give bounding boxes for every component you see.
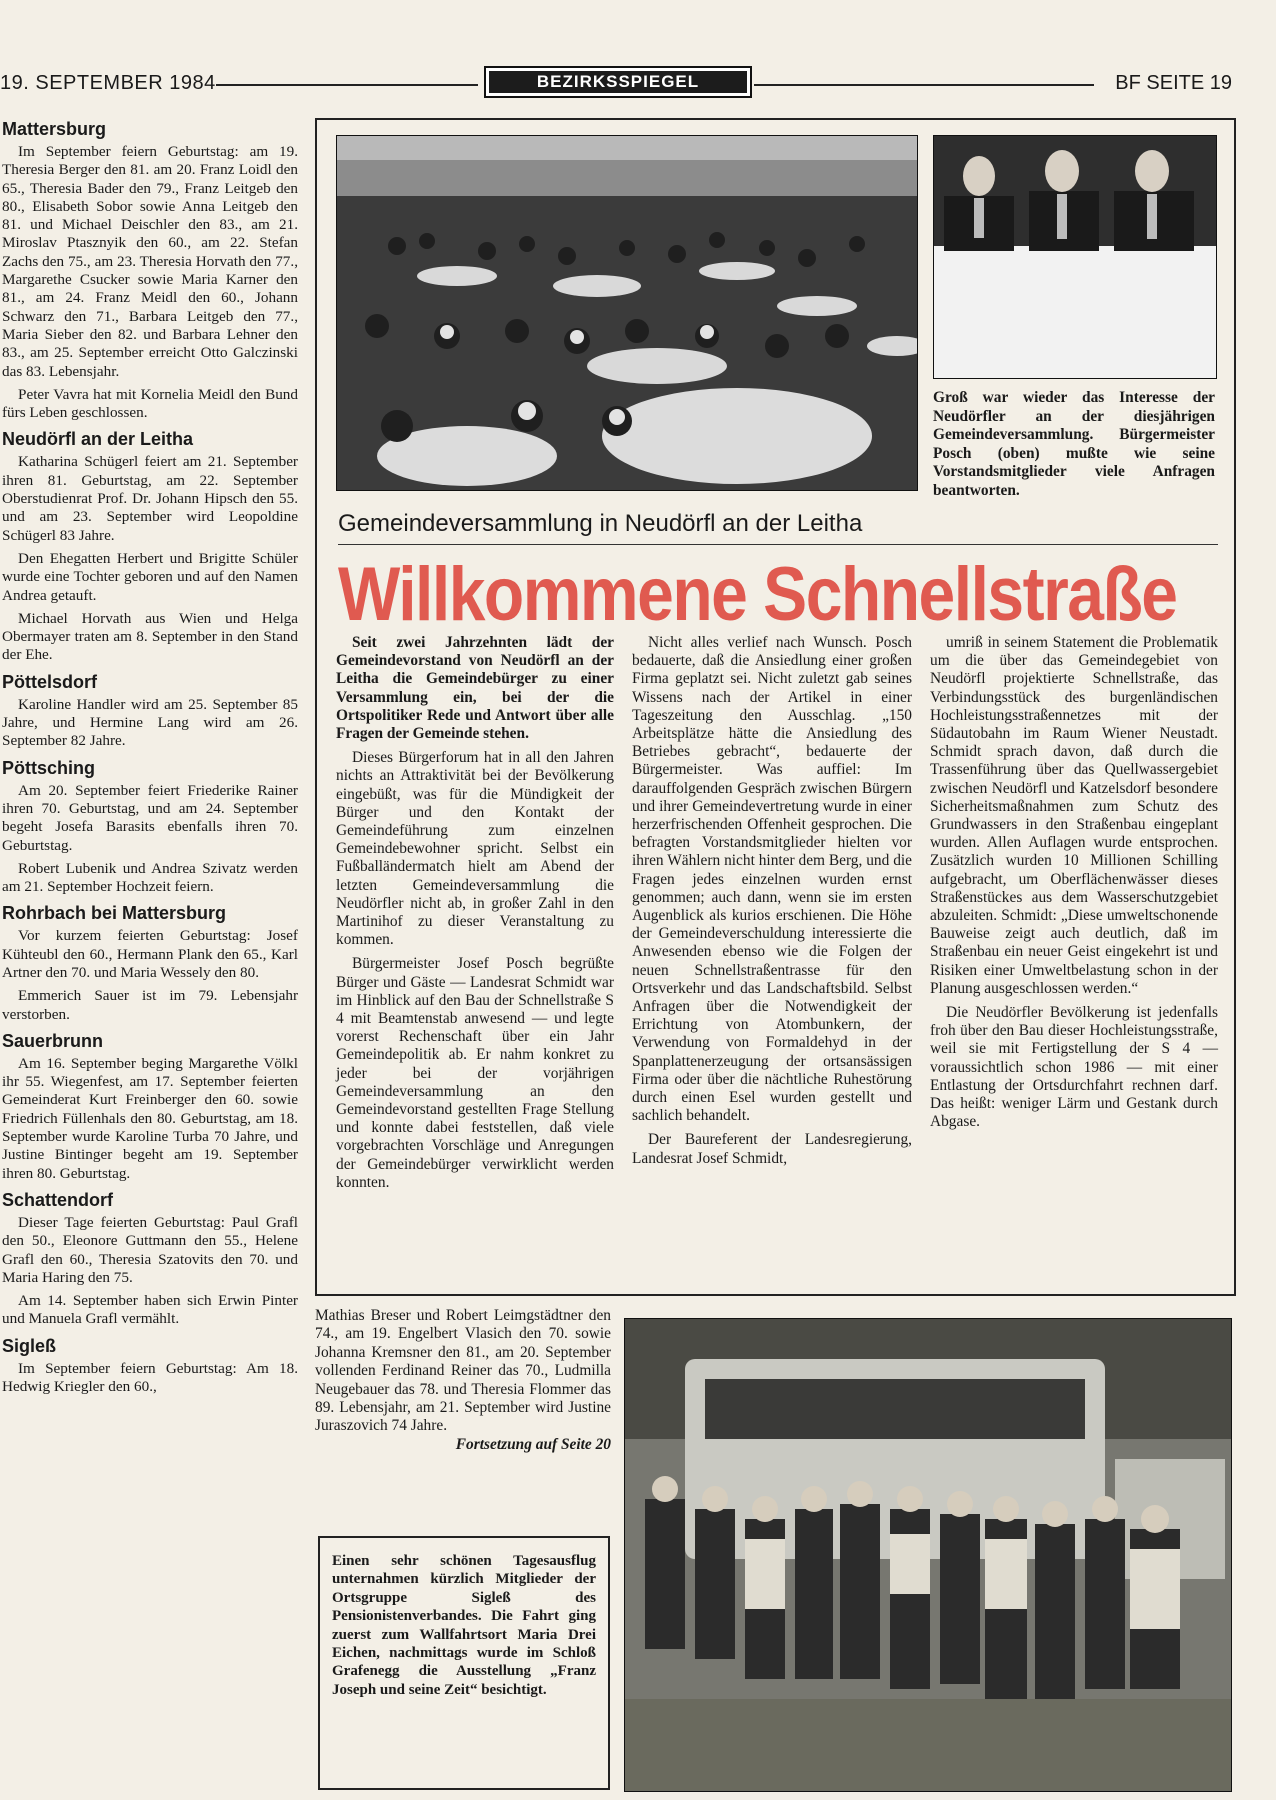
notices-continuation (315, 1307, 611, 1454)
notice-paragraph: Katharina Schügerl feiert am 21. September ihren 81. Geburtstag, am 22. September Oberstudienrat Prof. Dr. Johann Hipsch den 55. und am 23. September wird Leopoldine Schügerl 83 Jahre. (2, 453, 298, 544)
left-column-notices (2, 112, 298, 1401)
podium-photo (933, 135, 1217, 379)
continued-link: Fortsetzung auf Seite 20 (455, 1435, 611, 1453)
notice-paragraph: Am 16. September beging Margarethe Völkl ihr 55. Wiegenfest, am 17. September feierten Gemeinderat Kurt Freinberger den 60. sowie Friedrich Füllenhals den 80. Geburtstag, am 18. September wurde Karoline Turba 70 Jahre, und Justine Bintinger begeht am 19. September ihren 80. Geburtstag. (2, 1054, 298, 1182)
group-bus-photo (624, 1318, 1232, 1792)
header-rule-left (216, 84, 478, 86)
trip-caption: Einen sehr schönen Tagesausflug unternahmen kürzlich Mitglieder der Ortsgruppe Sigleß des Pensionistenverbandes. Die Fahrt ging zuerst zum Wallfahrtsort Maria Drei Eichen, nachmittags wurde im Schloß Grafenegg die Ausstellung „Franz Joseph und seine Zeit“ besichtigt. (332, 1553, 596, 1698)
notice-paragraph: Am 20. September feiert Friederike Rainer ihren 70. Geburtstag, und am 24. September begeht Josefa Barasits ebenfalls ihren 70. Geburtstag. (2, 781, 298, 854)
notice-paragraph: Robert Lubenik und Andrea Szivatz werden am 21. September Hochzeit feiern. (2, 859, 298, 896)
notice-paragraph: Karoline Handler wird am 25. September 85 Jahre, und Hermine Lang wird am 26. September 82 Jahre. (2, 695, 298, 750)
article-paragraph: Die Neudörfler Bevölkerung ist jedenfalls froh über den Bau dieser Hochleistungsstraße, weil sie mit Fertigstellung der S 4 — voraussichtlich schon 1986 — mit einer Entlastung der Ortsdurchfahrt rechnen darf. Das heißt: weniger Lärm und Gestank durch Abgase. (930, 1004, 1218, 1131)
notice-paragraph: Den Ehegatten Herbert und Brigitte Schüler wurde eine Tochter geboren und auf den Namen Andrea getauft. (2, 549, 298, 604)
kicker-rule (338, 544, 1218, 545)
notice-heading: Pöttelsdorf (2, 671, 98, 692)
article-kicker: Gemeindeversammlung in Neudörfl an der Leitha (338, 510, 863, 537)
notice-paragraph: Peter Vavra hat mit Kornelia Meidl den Bund fürs Leben geschlossen. (2, 385, 298, 422)
article-column-1 (336, 634, 614, 1198)
page-number: BF SEITE 19 (1115, 72, 1232, 94)
notice-paragraph: Emmerich Sauer ist im 79. Lebensjahr verstorben. (2, 987, 298, 1023)
notice-heading: Schattendorf (2, 1189, 114, 1210)
notice-paragraph: Dieser Tage feierten Geburtstag: Paul Grafl den 50., Eleonore Guttmann den 55., Helene Grafl den 60., Theresia Szatovits den 70. und Maria Haring den 75. (2, 1213, 298, 1286)
article-paragraph: Dieses Bürgerforum hat in all den Jahren nichts an Attraktivität bei der Bevölkerung eingebüßt, was für die Mündigkeit der Bürger und den Kontakt der Gemeindeführung zum einzelnen Gemeindebewohner spricht. Selbst ein Fußballändermatch hielt am Abend der letzten Gemeindeversammlung die Neudörfler nicht ab, in großer Zahl in den Martinihof zu dieser Veranstaltung zu kommen. (336, 749, 614, 949)
notice-paragraph: Vor kurzem feierten Geburtstag: Josef Kühteubl den 60., Hermann Plank den 65., Karl Artner den 70. und Maria Wessely den 80. (2, 927, 298, 981)
feature-photo-caption: Groß war wieder das Interesse der Neudörfler an der diesjährigen Gemeindeversammlung. Bürgermeister Posch (oben) mußte wie seine Vorstandsmitglieder viele Anfragen beantworten. (933, 389, 1215, 499)
crowd-photo (336, 135, 918, 491)
notice-heading: Neudörfl an der Leitha (2, 429, 194, 450)
article-paragraph: Der Baureferent der Landesregierung, Landesrat Josef Schmidt, (632, 1131, 912, 1167)
article-headline: Willkommene Schnellstraße (338, 551, 1177, 637)
article-paragraph: Nicht alles verlief nach Wunsch. Posch bedauerte, daß die Ansiedlung einer großen Firma geplatzt sei. Nicht zuletzt gab seines Wissens nach der Artikel in einer Tageszeitung den Ausschlag. „150 Arbeitsplätze hätte die Ansiedlung des Betriebes gebracht“, bedauerte der Bürgermeister. Was auffiel: Im darauffolgenden Gespräch zwischen Bürgern und ihrer Gemeindevertretung wurde in einer herzerfrischenden Offenheit gesprochen. Die befragten Vorstandsmitglieder hielten vor ihren Wählern nicht hinter dem Berg, und die Fragen jedes einzelnen wurden ernst genommen; auch dann, wenn sie im ersten Augenblick als kurios erschienen. Die Höhe der Gemeindeverschuldung interessierte die Anwesenden ebenso wie die Folgen der neuen Schnellstraßentrasse für den Ortsverkehr und das Landschaftsbild. Selbst Anfragen über die Notwendigkeit der Errichtung von Atombunkern, der Verwendung von Formaldehyd in der Spanplattenerzeugung der ortsansässigen Firma oder über die nächtliche Ruhestörung durch einen Esel wurden gestellt und sachlich behandelt. (632, 634, 912, 1125)
section-label (484, 66, 752, 98)
notice-paragraph: Michael Horvath aus Wien und Helga Obermayer traten am 8. September in den Stand der Ehe. (2, 609, 298, 664)
article-paragraph: Bürgermeister Josef Posch begrüßte Bürger und Gäste — Landesrat Schmidt war im Hinblick auf den Bau der Schnellstraße S 4 mit Beamtenstab anwesend — und legte vorerst Rechenschaft über ein Jahr Gemeindepolitik ab. Er nahm konkret zu jeder bei der vorjährigen Gemeindeversammlung an den Gemeindevorstand gestellten Frage Stellung und konnte dabei feststellen, daß viele vorgebrachten Vorschläge und Anregungen der Gemeindebürger verwirklicht werden konnten. (336, 955, 614, 1191)
notice-heading: Mattersburg (2, 119, 107, 139)
article-lead: Seit zwei Jahrzehnten lädt der Gemeindevorstand von Neudörfl an der Leitha die Gemeindebürger zu einer Versammlung ein, bei der die Ortspolitiker Rede und Antwort über alle Fragen der Gemeinde stehen. (336, 634, 614, 743)
issue-date: 19. SEPTEMBER 1984 (0, 72, 216, 94)
article-column-3 (930, 634, 1218, 1137)
section-label-text: BEZIRKSSPIEGEL (489, 71, 747, 93)
trip-caption-box (318, 1536, 610, 1790)
notice-heading: Pöttsching (2, 757, 95, 778)
notice-heading: Rohrbach bei Mattersburg (2, 903, 227, 924)
notice-paragraph: Im September feiern Geburtstag: Am 18. Hedwig Kriegler den 60., (2, 1359, 298, 1396)
header-rule-right (754, 84, 1094, 86)
notice-paragraph: Im September feiern Geburtstag: am 19. Theresia Berger den 81. am 20. Franz Loidl den 65., Theresia Bader den 79., Franz Leitgeb den 80., Elisabeth Sobor sowie Anna Leitgeb den 81. und Michael Deischler den 83., am 21. Miroslav Ptasznyik den 60., am 22. Stefan Zachs den 75., am 23. Theresia Horvath den 77., Margarethe Csucker sowie Maria Karner den 81., am 24. Franz Meidl den 60., Johann Schwarz den 71., Barbara Leitgeb den 77., Maria Sieber den 82. und Barbara Lehner den 83., am 25. September erreicht Otto Galczinski das 83. Lebensjahr. (2, 143, 298, 380)
continuation-text: Mathias Breser und Robert Leimgstädtner den 74., am 19. Engelbert Vlasich den 70. sowie Johanna Kremsner den 81., am 20. September vollenden Ferdinand Reiner das 70., Ludmilla Neugebauer das 78. und Theresia Flommer das 89. Lebensjahr, am 21. September wird Justine Juraszovich 74 Jahre. (315, 1307, 611, 1435)
notice-paragraph: Am 14. September haben sich Erwin Pinter und Manuela Grafl vermählt. (2, 1292, 298, 1328)
article-paragraph: umriß in seinem Statement die Problematik um die über das Gemeindegebiet von Neudörfl projektierte Schnellstraße, das Verbindungsstück des burgenländischen Hochleistungsstraßennetzes mit der Südautobahn im Raum Wiener Neustadt. Schmidt sprach davon, daß durch die Trassenführung über das Quellwassergebiet zwischen Neudörfl und Katzelsdorf besondere Sicherheitsmaßnahmen zum Schutz des Grundwassers in den Straßenbau eingeplant wurden. Allen Auflagen wurde entsprochen. Zusätzlich wurden 10 Millionen Schilling aufgebracht, um Oberflächenwässer dieses Straßenstückes aus dem Wasserschutzgebiet abzuleiten. Schmidt: „Diese umweltschonende Bauweise zeigt auch deutlich, daß im Straßenbau ein neuer Geist eingekehrt ist und Risiken einer Umweltbelastung schon in der Planung ausgeschlossen werden.“ (930, 634, 1218, 997)
notice-heading: Sigleß (2, 1335, 57, 1356)
article-column-2 (632, 634, 912, 1174)
notice-heading: Sauerbrunn (2, 1030, 104, 1051)
